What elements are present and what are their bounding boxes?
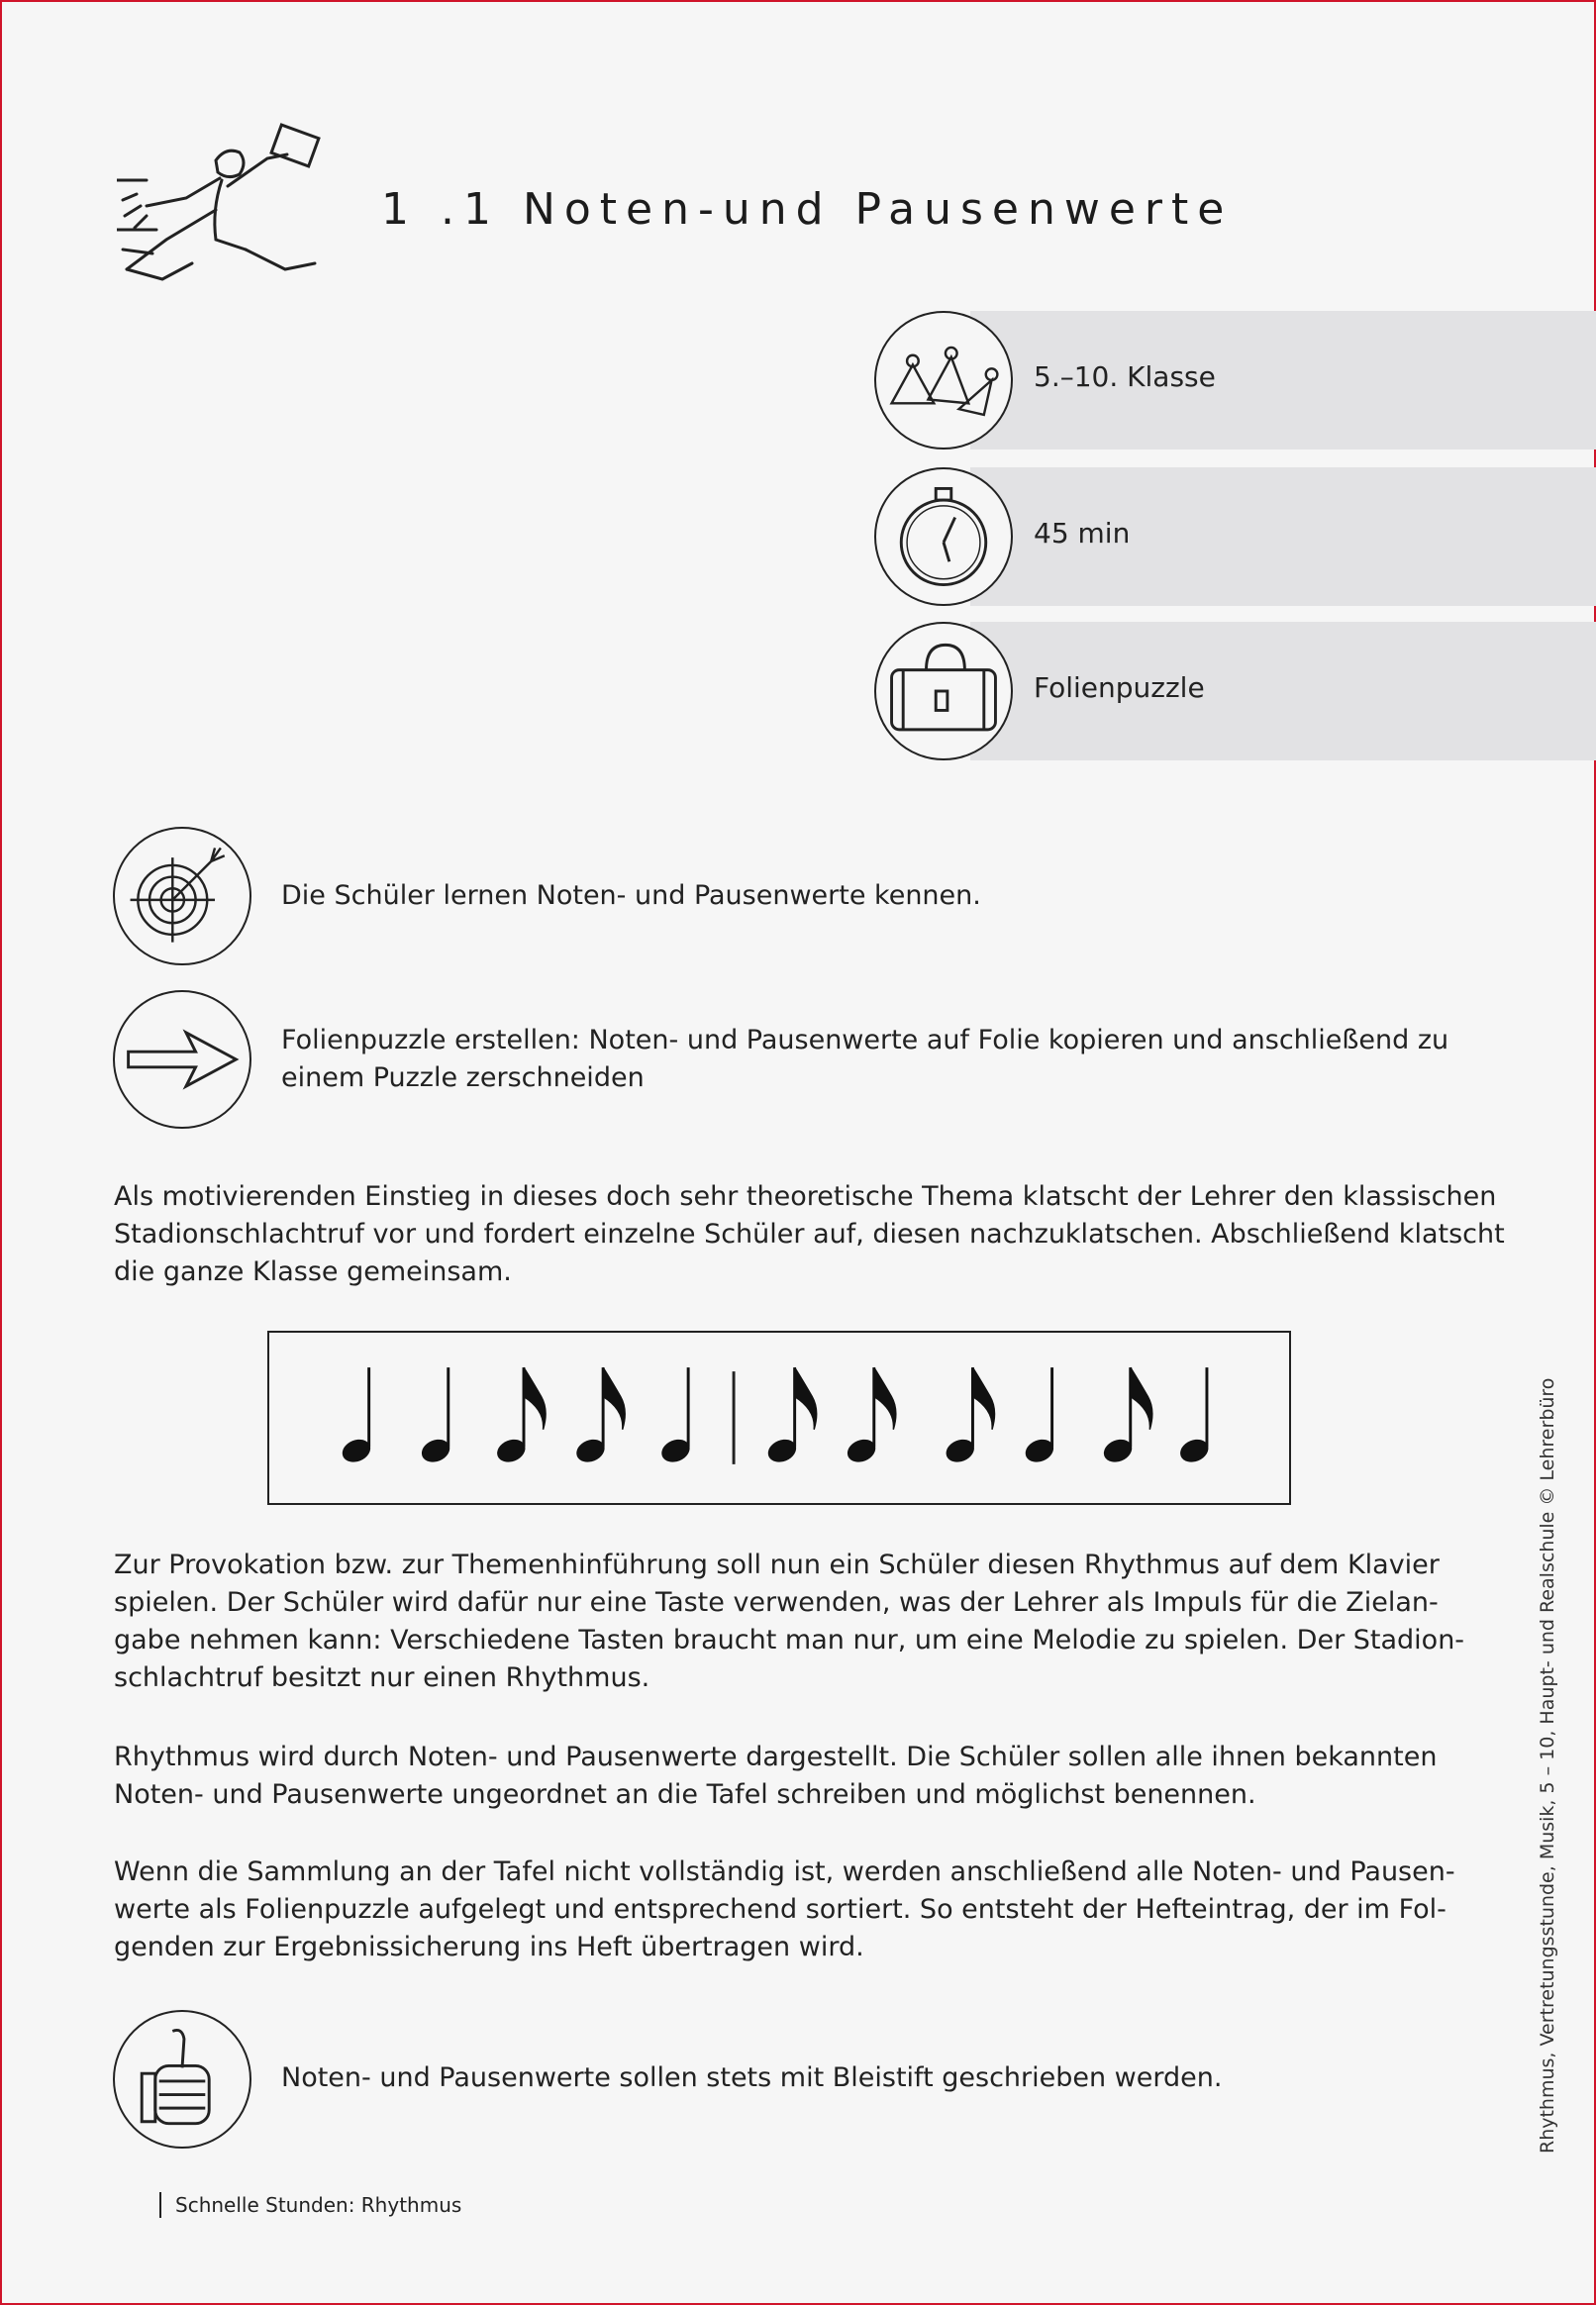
quarter-note	[1022, 1367, 1056, 1466]
stopwatch-icon	[874, 467, 1013, 606]
goal-text: Die Schüler lernen Noten- und Pausenwerte kennen.	[281, 880, 981, 911]
grade-label: 5.–10. Klasse	[1034, 360, 1216, 393]
rhythm-notation	[267, 1331, 1291, 1505]
page-title: 1 .1 Noten-und Pausenwerte	[381, 184, 1234, 235]
suitcase-icon	[874, 622, 1013, 760]
quarter-note	[1177, 1367, 1212, 1466]
preparation-text: Folienpuzzle erstellen: Noten- und Pausenwerte auf Folie kopieren und anschließend zu einem Puzzle zerschneiden	[281, 1025, 1449, 1093]
target-icon	[113, 827, 251, 965]
eighth-note	[573, 1367, 625, 1466]
duration-label: 45 min	[1034, 517, 1131, 550]
running-student-illustration	[117, 121, 337, 289]
eighth-note	[844, 1367, 895, 1466]
quarter-note	[658, 1367, 693, 1466]
eighth-note	[943, 1367, 994, 1466]
quarter-note	[418, 1367, 452, 1466]
collection-paragraph: Wenn die Sammlung an der Tafel nicht vollständig ist, werden anschließend alle Noten- und Pausen- werte als Folienpuzzle aufgelegt und entsprechend sortiert. So entsteht der Hefteintrag, der im Fol- genden zur Ergebnissicherung ins Heft übertragen wird.	[114, 1856, 1455, 1962]
side-copyright: Rhythmus, Vertretungsstunde, Musik, 5 – 10, Haupt- und Realschule © Lehrerbüro	[1537, 1377, 1558, 2154]
rhythm-paragraph: Rhythmus wird durch Noten- und Pausenwerte dargestellt. Die Schüler sollen alle ihnen bekannten Noten- und Pausenwerte ungeordnet an die Tafel schreiben und möglichst benennen.	[114, 1742, 1438, 1810]
provocation-paragraph: Zur Provokation bzw. zur Themenhinführung soll nun ein Schüler diesen Rhythmus auf dem Klavier spielen. Der Schüler wird dafür nur eine Taste verwenden, was der Lehrer als Impuls für die Zielan- gabe nehmen kann: Verschiedene Tasten braucht man nur, um eine Melodie zu spielen. Der Stadion- schlachtruf besitzt nur einen Rhythmus.	[114, 1550, 1465, 1693]
eighth-note	[764, 1367, 816, 1466]
eighth-note	[1100, 1367, 1151, 1466]
quarter-note	[339, 1367, 373, 1466]
eighth-note	[494, 1367, 546, 1466]
footer-label: Schnelle Stunden: Rhythmus	[159, 2192, 461, 2218]
intro-paragraph: Als motivierenden Einstieg in dieses doch sehr theoretische Thema klatscht der Lehrer den klassischen Stadionschlachtruf vor und fordert einzelne Schüler auf, diesen nachzuklatschen. Abschließend klatscht die ganze Klasse gemeinsam.	[114, 1181, 1505, 1287]
arrow-icon	[113, 990, 251, 1129]
thumbs-up-icon	[113, 2010, 251, 2149]
figures-icon	[874, 311, 1013, 450]
material-label: Folienpuzzle	[1034, 671, 1205, 704]
tip-text: Noten- und Pausenwerte sollen stets mit Bleistift geschrieben werden.	[281, 2062, 1223, 2093]
